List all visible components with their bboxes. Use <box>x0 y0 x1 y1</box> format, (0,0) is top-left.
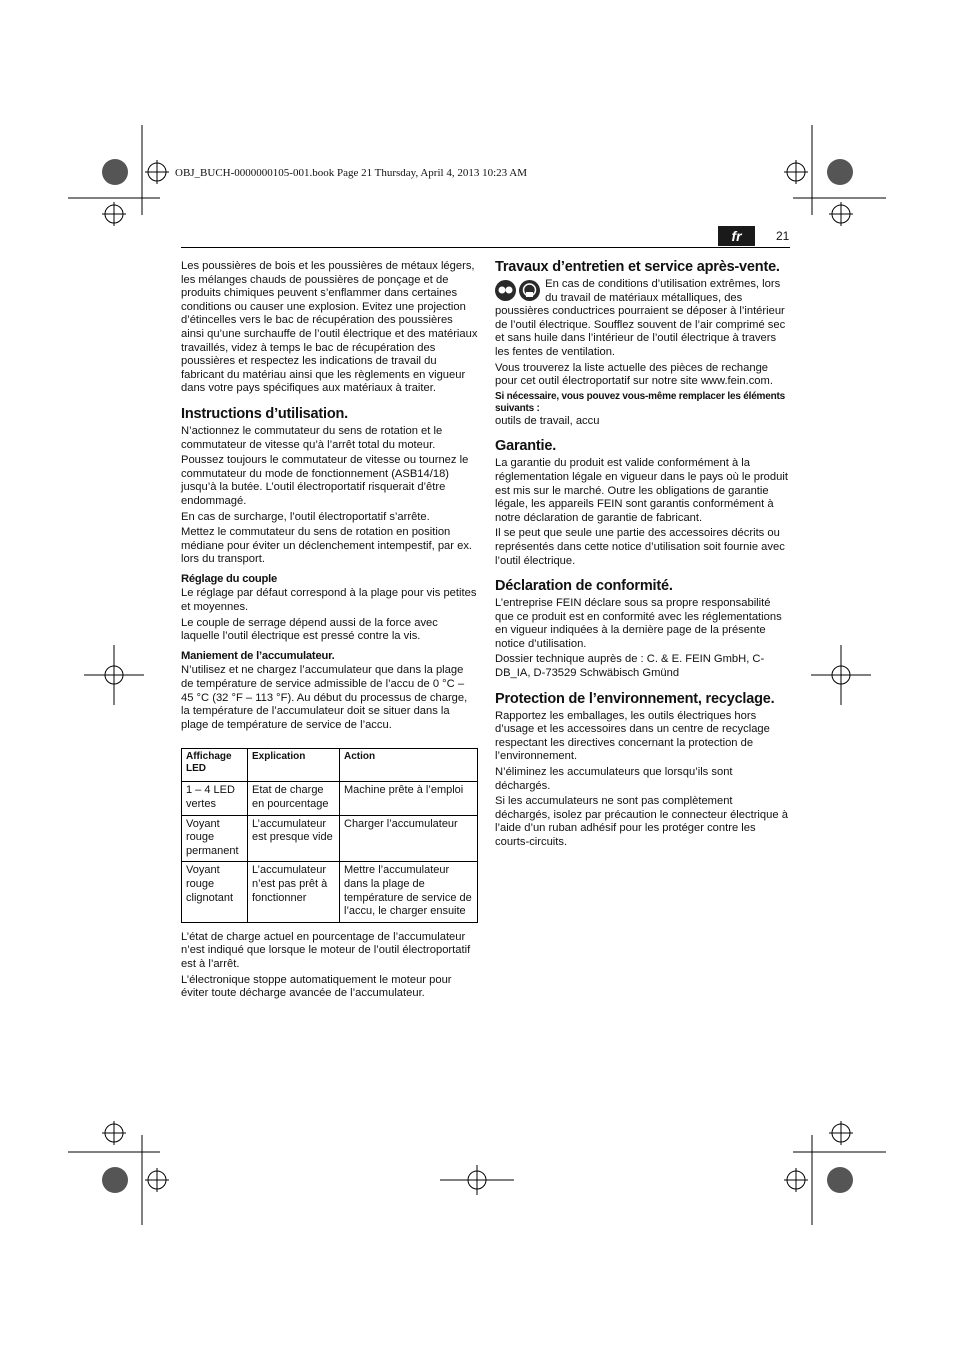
table-cell: Charger l’accumulateur <box>340 815 478 862</box>
heading-maintenance: Travaux d’entretien et service après-vente. <box>495 259 780 275</box>
paragraph: N’utilisez et ne chargez l’accumulateur que dans la plage de température de service admissible de l’accu de 0 °C – 45 °C (32 °F – 113 °F). Au début du processus de charge, la température de l’accumulateur doit se situer dans la plage de température de service de l’accu. <box>181 664 468 731</box>
table-header: Explication <box>248 749 340 782</box>
paragraph: N’éliminez les accumulateurs que lorsqu’ils sont déchargés. <box>495 766 733 792</box>
paragraph: L’électronique stoppe automatiquement le moteur pour éviter toute décharge avancée de l’accumulateur. <box>181 973 452 1000</box>
paragraph: Il se peut que seule une partie des accessoires décrits ou représentés dans cette notice d’utilisation soit fournie avec l’outil électrique. <box>495 527 785 567</box>
heading-instructions: Instructions d’utilisation. <box>181 405 348 422</box>
paragraph-with-icons <box>495 278 790 360</box>
paragraph: Si les accumulateurs ne sont pas complètement déchargés, isolez par précaution le connecteur électrique à l’aide d’un ruban adhésif pour les protéger contre les courts-circuits. <box>495 795 788 848</box>
paragraph-text: En cas de conditions d’utilisation extrêmes, lors du travail de matériaux métalliques, des poussières conductrices pourraient se déposer à l’intérieur de l’outil électrique. Soufflez souvent de l’air comprimé sec et sans huile dans l’intérieur de l’outil électrique à travers les fentes de ventilation. <box>495 278 786 358</box>
paragraph: Poussez toujours le commutateur de vitesse ou tournez le commutateur du mode de fonctionnement (ASB14/18) jusqu’à la butée. L’outil électroportatif risquerait d’être endommagé. <box>181 454 469 507</box>
paragraph: Vous trouverez la liste actuelle des pièces de rechange pour cet outil électroportatif sur notre site www.fein.com. <box>495 361 773 388</box>
paragraph: La garantie du produit est valide conformément à la réglementation légale en vigueur dans le pays où le produit est mis sur le marché. Outre les obligations de garantie légale, les appareils FEIN sont garantis conformément à notre déclaration de garantie de fabricant. <box>495 457 788 524</box>
led-table <box>181 748 478 922</box>
table-cell: Machine prête à l’emploi <box>340 782 478 815</box>
heading-couple: Réglage du couple <box>181 572 278 585</box>
paragraph: Le couple de serrage dépend aussi de la force avec laquelle l’outil électrique est pressé contre la vis. <box>181 616 438 643</box>
table-cell: L’accumulateur est presque vide <box>248 815 340 862</box>
paragraph: N’actionnez le commutateur du sens de rotation et le commutateur de vitesse qu’à l’arrêt total du moteur. <box>181 424 443 451</box>
dust-mask-icon <box>519 280 540 301</box>
table-header: Action <box>340 749 478 782</box>
paragraph: outils de travail, accu <box>495 414 600 427</box>
table-cell: L’accumulateur n’est pas prêt à fonctionner <box>248 862 340 922</box>
heading-warranty: Garantie. <box>495 438 557 455</box>
table-cell: Voyant rouge permanent <box>182 815 248 862</box>
left-column <box>181 260 478 1003</box>
safety-icons <box>495 280 540 301</box>
heading-declaration: Déclaration de conformité. <box>495 578 673 595</box>
page-number: 21 <box>776 229 790 243</box>
table-cell: Voyant rouge clignotant <box>182 862 248 922</box>
paragraph: Dossier technique auprès de : C. & E. FEIN GmbH, C-DB_IA, D-73529 Schwäbisch Gmünd <box>495 653 765 680</box>
table-row <box>182 782 478 815</box>
paragraph: L’entreprise FEIN déclare sous sa propre responsabilité que ce produit est en conformité avec les réglementations en vigueur indiquées à la dernière page de la présente notice d’utilisation. <box>495 597 782 650</box>
language-tab: fr <box>718 226 755 246</box>
table-cell: Etat de charge en pourcentage <box>248 782 340 815</box>
bold-note: Si nécessaire, vous pouvez vous-même remplacer les éléments suivants : <box>495 390 786 414</box>
paragraph: L’état de charge actuel en pourcentage de l’accumulateur n’est indiqué que lorsque le moteur de l’outil électroportatif est à l’arrêt. <box>181 930 471 970</box>
table-row <box>182 862 478 922</box>
table-row <box>182 815 478 862</box>
header-rule <box>181 247 790 248</box>
paragraph: Le réglage par défaut correspond à la plage pour vis petites et moyennes. <box>181 587 477 614</box>
intro-paragraph: Les poussières de bois et les poussières de métaux légers, les mélanges chauds de poussières de ponçage et de produits chimiques peuvent s’enflammer dans certaines conditions ou causer une explosion. Evitez une projection d’étincelles vers le bac de récupération des poussières ainsi qu’une surchauffe de l’outil électrique et des matériaux travaillés, videz à temps le bac de récupération des poussières et respectez les indications de travail du fabricant du matériau ainsi que les règlements en vigueur dans votre pays spécifiques aux matériaux à traiter. <box>181 260 478 395</box>
right-column <box>495 252 790 852</box>
paragraph: Mettez le commutateur du sens de rotation en position médiane pour éviter un déclenchement intempestif, par ex. lors du transport. <box>181 526 473 566</box>
paragraph: En cas de surcharge, l’outil électroportatif s’arrête. <box>181 510 430 523</box>
book-info-line: OBJ_BUCH-0000000105-001.book Page 21 Thursday, April 4, 2013 10:23 AM <box>175 167 527 179</box>
table-cell: 1 – 4 LED vertes <box>182 782 248 815</box>
table-header-row <box>182 749 478 782</box>
table-cell: Mettre l’accumulateur dans la plage de température de service de l’accu, le charger ensuite <box>340 862 478 922</box>
heading-environment: Protection de l’environnement, recyclage. <box>495 690 775 707</box>
paragraph: Rapportez les emballages, les outils électriques hors d’usage et les accessoires dans un centre de recyclage respectant les directives concernant la protection de l’environnement. <box>495 709 770 763</box>
eye-protection-icon <box>495 280 516 301</box>
table-header: Affichage LED <box>182 749 248 782</box>
heading-accumulator: Maniement de l’accumulateur. <box>181 649 335 662</box>
